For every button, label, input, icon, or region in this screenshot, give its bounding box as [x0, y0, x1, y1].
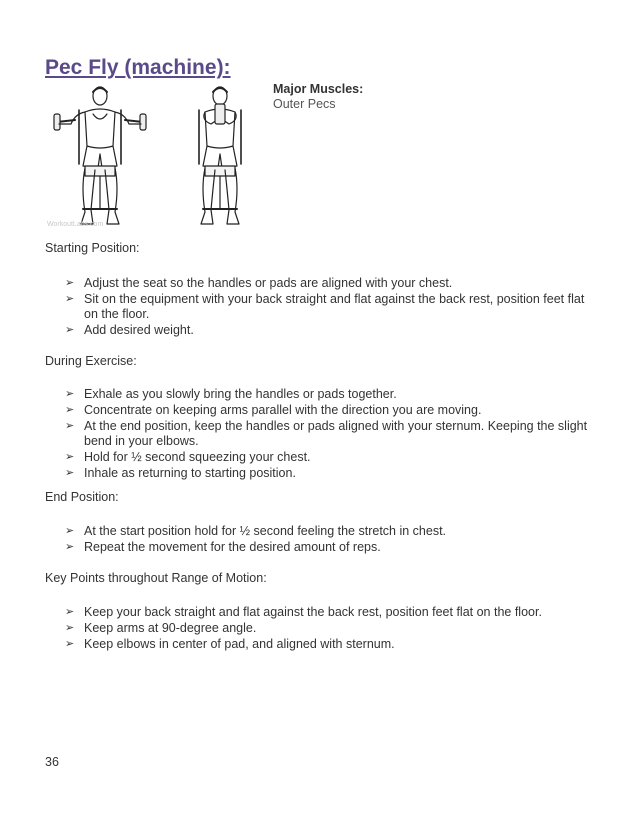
list-item: ➢ Keep your back straight and flat against the back rest, position feet flat on the floor. [65, 605, 542, 619]
arrowhead-bullet-icon: ➢ [65, 467, 75, 479]
starting-position-heading: Starting Position: [45, 241, 140, 255]
list-item: ➢ At the start position hold for ½ second feeling the stretch in chest. [65, 524, 447, 538]
arrowhead-bullet-icon: ➢ [65, 388, 75, 400]
exercise-illustration [45, 84, 260, 234]
list-item: ➢ At the end position, keep the handles or pads aligned with your sternum. Keeping the slight bend in your elbows. [65, 419, 588, 448]
end-position-heading: End Position: [45, 490, 119, 504]
arrowhead-bullet-icon: ➢ [65, 606, 75, 618]
page-title: Pec Fly (machine): [45, 56, 231, 79]
arrowhead-bullet-icon: ➢ [65, 324, 75, 336]
major-muscles-value: Outer Pecs [273, 97, 336, 111]
list-item: ➢ Inhale as returning to starting position. [65, 466, 296, 480]
list-item: ➢ Adjust the seat so the handles or pads are aligned with your chest. [65, 276, 453, 290]
list-item: ➢ Repeat the movement for the desired amount of reps. [65, 540, 381, 554]
arrowhead-bullet-icon: ➢ [65, 293, 75, 305]
page-number: 36 [45, 755, 59, 769]
list-item: ➢ Sit on the equipment with your back straight and flat against the back rest, position feet flat on the floor. [65, 292, 585, 321]
key-points-heading: Key Points throughout Range of Motion: [45, 571, 267, 585]
arrowhead-bullet-icon: ➢ [65, 638, 75, 650]
arrowhead-bullet-icon: ➢ [65, 277, 75, 289]
list-item: ➢ Add desired weight. [65, 323, 194, 337]
arrowhead-bullet-icon: ➢ [65, 525, 75, 537]
end-position-list [65, 524, 600, 556]
list-item: ➢ Hold for ½ second squeezing your chest. [65, 450, 311, 464]
arrowhead-bullet-icon: ➢ [65, 541, 75, 553]
key-points-list [65, 605, 600, 653]
list-item: ➢ Keep elbows in center of pad, and aligned with sternum. [65, 637, 395, 651]
arrowhead-bullet-icon: ➢ [65, 404, 75, 416]
pec-fly-end-figure [199, 87, 241, 224]
starting-position-list [65, 276, 600, 339]
pec-fly-start-figure [54, 87, 146, 224]
arrowhead-bullet-icon: ➢ [65, 622, 75, 634]
list-item: ➢ Exhale as you slowly bring the handles or pads together. [65, 387, 397, 401]
major-muscles [273, 82, 363, 112]
list-item: ➢ Keep arms at 90-degree angle. [65, 621, 257, 635]
watermark-text: WorkoutLabs.com [47, 221, 104, 228]
arrowhead-bullet-icon: ➢ [65, 420, 75, 432]
list-item: ➢ Concentrate on keeping arms parallel with the direction you are moving. [65, 403, 482, 417]
during-exercise-heading: During Exercise: [45, 354, 137, 368]
major-muscles-label: Major Muscles: [273, 82, 364, 96]
arrowhead-bullet-icon: ➢ [65, 451, 75, 463]
during-exercise-list [65, 387, 600, 482]
